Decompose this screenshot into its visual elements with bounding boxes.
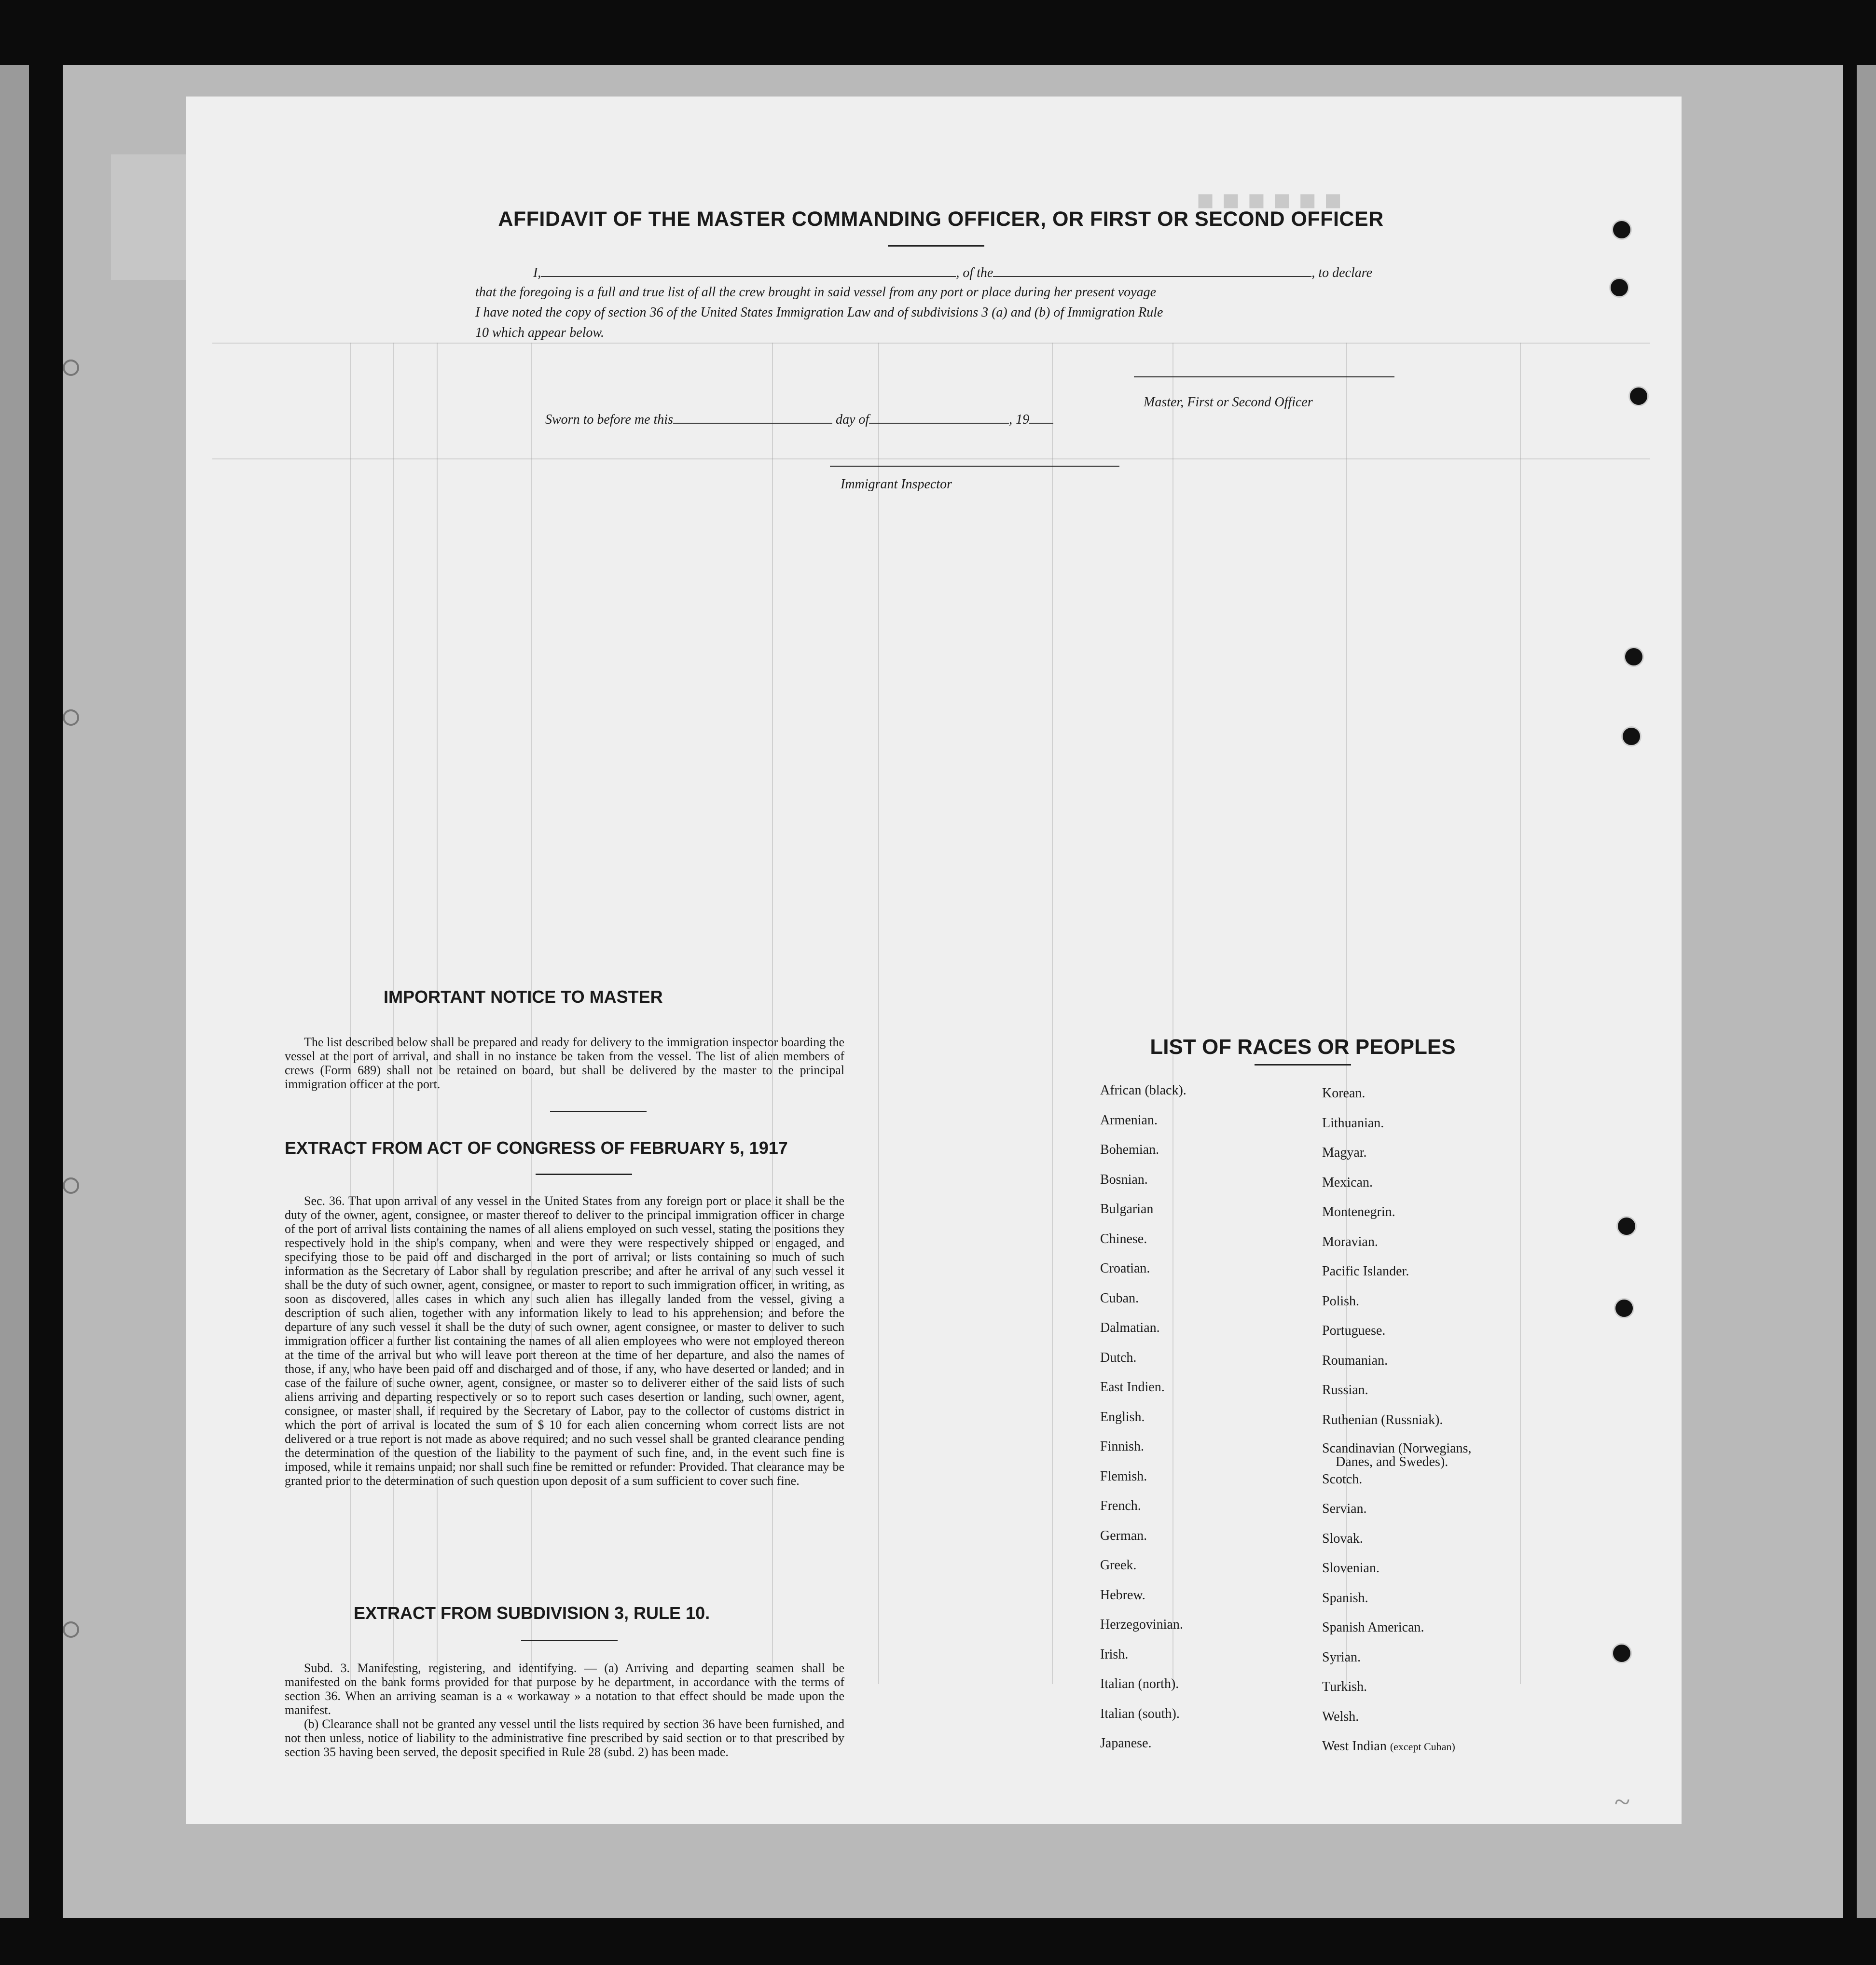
notice-paragraph	[285, 1035, 844, 1091]
race-item: Servian.	[1322, 1501, 1367, 1516]
race-item: German.	[1100, 1528, 1147, 1543]
race-item: Russian.	[1322, 1383, 1368, 1398]
inspector-line	[830, 466, 1119, 467]
act-heading: EXTRACT FROM ACT OF CONGRESS OF FEBRUARY 5, 1917	[285, 1138, 788, 1158]
race-item-west-indian	[1322, 1739, 1471, 1769]
race-item: Welsh.	[1322, 1709, 1359, 1724]
affidavit-of-the: , of the	[956, 265, 993, 280]
race-item: Herzegovinian.	[1100, 1617, 1183, 1632]
race-item: Roumanian.	[1322, 1353, 1388, 1368]
rule-heading: EXTRACT FROM SUBDIVISION 3, RULE 10.	[354, 1603, 710, 1623]
race-item: Korean.	[1322, 1086, 1366, 1101]
punch-hole	[1612, 220, 1632, 240]
races-underline	[1255, 1064, 1351, 1066]
race-item: English.	[1100, 1409, 1145, 1425]
race-item: Bohemian.	[1100, 1142, 1159, 1157]
race-item: Spanish.	[1322, 1590, 1368, 1605]
affidavit-line-2: that the foregoing is a full and true list of all the crew brought in said vessel from any port or place during her present voyage	[475, 285, 1157, 300]
affidavit-title: AFFIDAVIT OF THE MASTER COMMANDING OFFICER, OR FIRST OR SECOND OFFICER	[498, 208, 1384, 231]
act-paragraph	[285, 1194, 844, 1488]
race-item: Polish.	[1322, 1293, 1360, 1309]
races-heading: LIST OF RACES OR PEOPLES	[1150, 1035, 1456, 1059]
affidavit-i: I,	[533, 265, 541, 280]
scandinavian-line-2: Danes, and Swedes).	[1336, 1454, 1448, 1469]
race-item: Croatian.	[1100, 1261, 1150, 1276]
rule-paragraph	[285, 1661, 844, 1759]
race-item: Greek.	[1100, 1558, 1137, 1573]
sworn-year: , 19	[1009, 412, 1030, 427]
race-item: Lithuanian.	[1322, 1115, 1384, 1131]
sworn-month-blank[interactable]	[869, 411, 1009, 424]
race-item: Portuguese.	[1322, 1323, 1386, 1338]
races-right-column	[1322, 1086, 1471, 1769]
punch-hole	[1621, 726, 1642, 747]
race-item: Finnish.	[1100, 1439, 1145, 1454]
handwritten-page-mark: ~	[1614, 1786, 1630, 1818]
race-item: Montenegrin.	[1322, 1204, 1395, 1219]
sworn-day-of: day of	[835, 412, 869, 427]
race-item: Syrian.	[1322, 1649, 1361, 1665]
race-item: Italian (south).	[1100, 1706, 1180, 1721]
act-rule	[536, 1174, 632, 1175]
affidavit-to-declare: , to declare	[1311, 265, 1373, 280]
rule-text-b: (b) Clearance shall not be granted any vessel until the lists required by section 36 have been furnished, and not then unless, notice of liability to the administrative fine prescribed by said section or to that prescribed by section 35 having been served, the deposit specified in Rule 28 (subd. 2) has been made.	[285, 1717, 844, 1759]
vessel-blank[interactable]	[993, 264, 1311, 277]
left-margin-mark	[63, 1621, 79, 1638]
race-item: Chinese.	[1100, 1231, 1147, 1246]
signature-line	[1134, 376, 1394, 377]
race-item: African (black).	[1100, 1083, 1186, 1098]
race-item: Dalmatian.	[1100, 1320, 1160, 1335]
affidavit-line-3: I have noted the copy of section 36 of the United States Immigration Law and of subdivisions 3 (a) and (b) of Immigration Rule	[475, 305, 1163, 320]
signature-label: Master, First or Second Officer	[1144, 395, 1313, 410]
race-item: Spanish American.	[1322, 1620, 1424, 1635]
race-item: French.	[1100, 1498, 1141, 1513]
race-item: Mexican.	[1322, 1175, 1373, 1190]
sworn-line	[545, 411, 1053, 428]
race-item: Pacific Islander.	[1322, 1264, 1409, 1279]
act-text: Sec. 36. That upon arrival of any vessel in the United States from any foreign port or place it shall be the duty of the owner, agent, consignee, or master thereof to deliver to the principal immigration officer in charge of the port of arrival lists containing the names of all aliens employed on such vessel, stating the positions they respectively hold in the ship's company, when and were they were respectively shipped or engaged, and specifying those to be paid off and discharged in the port of arrival; or lists containing so much of such information as the Secretary of Labor shall by regulation prescribe; and after he arrival of any such vessel it shall be the duty of such owner, agent, consignee, or master to report to such immigration officer, in writing, as soon as discovered, alles cases in which any such alien has illegally landed from the vessel, giving a description of such alien, together with any information likely to lead to his apprehension; and before the departure of any such vessel it shall be the duty of such owner, agent consignee, or master to deliver to such immigration officer a further list containing the names of all alien employees who were not employed thereon at the time of the arrival but who will leave port thereon at the time of her departure, and also the names of those, if any, who have been paid off and discharged and of those, if any, who have deserted or landed; and in case of the failure of suche owner, agent, consignee, or master so to deliverer either of the said lists of such aliens arriving and departing respectively or so to report such cases desertion or landing, such owner, agent, consignee, or master shall, if required by the Secretary of Labor, pay to the collector of customs district in which the port of arrival is located the sum of $ 10 for each alien concerning whom correct lists are not delivered or a true report is not made as above required; and no such vessel shall be granted clearance pending the determination of the question of the liability to the payment of such fine, and, in the event such fine is imposed, while it remains unpaid; nor shall such fine be remitted or refunder: Provided. That clearance may be granted prior to the determination of such question upon deposit of a sum sufficient to cover such fine.	[285, 1194, 844, 1488]
sworn-text: Sworn to before me this	[545, 412, 673, 427]
races-left-column	[1100, 1083, 1186, 1766]
left-stamp-fragment	[111, 154, 188, 280]
left-margin-mark	[63, 709, 79, 726]
rule-underline	[521, 1640, 618, 1641]
punch-hole	[1624, 647, 1644, 667]
punch-hole	[1614, 1298, 1634, 1318]
rule-text-a: Subd. 3. Manifesting, registering, and identifying. — (a) Arriving and departing seamen shall be manifested on the bank forms provided for that purpose by he department, in accordance with the terms of section 36. When an arriving seaman is a « workaway » a notation to that effect should be made upon the manifest.	[285, 1661, 844, 1717]
race-item: Flemish.	[1100, 1468, 1147, 1484]
notice-text: The list described below shall be prepared and ready for delivery to the immigration inspector boarding the vessel at the port of arrival, and shall in no instance be taken from the vessel. The list of alien members of crews (Form 689) shall not be retained on board, but shall be delivered by the master to the principal immigration officer at the port.	[285, 1035, 844, 1091]
inspector-label: Immigrant Inspector	[841, 477, 952, 492]
punch-hole	[1612, 1643, 1632, 1663]
notice-heading: IMPORTANT NOTICE TO MASTER	[384, 987, 663, 1007]
race-item: Dutch.	[1100, 1350, 1137, 1365]
race-item-scandinavian	[1322, 1442, 1471, 1472]
film-edge-left	[0, 65, 29, 1918]
punch-hole	[1609, 277, 1629, 298]
race-item: Bosnian.	[1100, 1172, 1148, 1187]
left-margin-mark	[63, 1177, 79, 1194]
film-edge-right	[1857, 65, 1876, 1918]
race-item: Magyar.	[1322, 1145, 1367, 1160]
punch-hole	[1628, 386, 1649, 406]
race-item: Ruthenian (Russniak).	[1322, 1412, 1443, 1427]
affidavit-line-4: 10 which appear below.	[475, 325, 605, 340]
race-item: Hebrew.	[1100, 1587, 1145, 1603]
race-item: East Indien.	[1100, 1380, 1165, 1395]
title-underline	[888, 245, 984, 247]
sworn-day-blank[interactable]	[673, 411, 832, 424]
punch-hole	[1616, 1216, 1637, 1236]
race-item: Bulgarian	[1100, 1202, 1154, 1217]
race-item: Irish.	[1100, 1647, 1129, 1662]
race-item: Slovak.	[1322, 1531, 1363, 1546]
race-item: Moravian.	[1322, 1234, 1378, 1249]
race-item: Scotch.	[1322, 1471, 1363, 1487]
west-indian-label: West Indian	[1322, 1739, 1387, 1754]
race-item: Turkish.	[1322, 1679, 1367, 1694]
left-margin-mark	[63, 360, 79, 376]
race-item: Italian (north).	[1100, 1676, 1179, 1691]
race-item: Slovenian.	[1322, 1561, 1379, 1576]
race-item: Armenian.	[1100, 1112, 1158, 1128]
scandinavian-line-1: Scandinavian (Norwegians,	[1322, 1441, 1472, 1456]
race-item: Cuban.	[1100, 1290, 1139, 1306]
sworn-year-blank[interactable]	[1029, 411, 1053, 424]
affidavit-line-1	[533, 264, 1372, 281]
name-blank[interactable]	[541, 264, 956, 277]
race-item: Japanese.	[1100, 1736, 1152, 1751]
notice-rule	[550, 1111, 647, 1112]
west-indian-note: (except Cuban)	[1390, 1741, 1455, 1753]
